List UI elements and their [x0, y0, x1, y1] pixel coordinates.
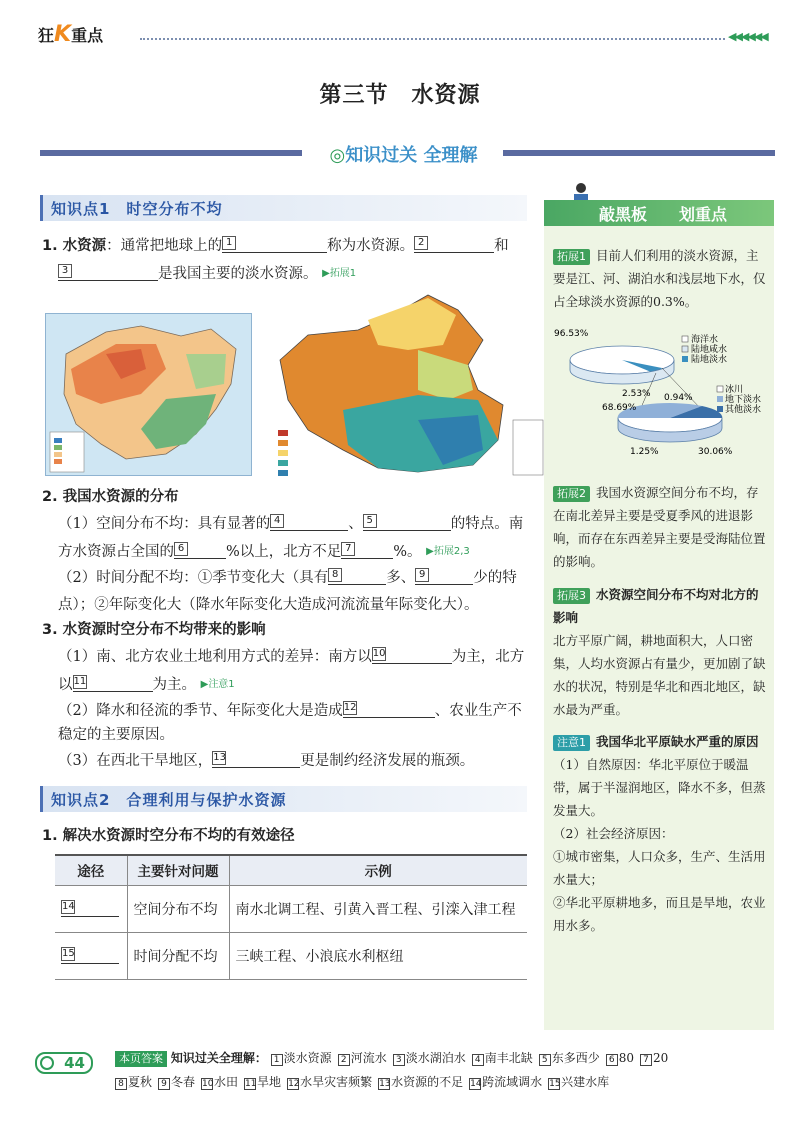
answer-tag: 本页答案 — [115, 1051, 167, 1067]
blank-6[interactable]: 6 — [174, 541, 226, 559]
ext1-link[interactable]: ▶拓展1 — [322, 268, 357, 279]
legend-item: 其他淡水 — [725, 405, 762, 415]
kp1-q2-line4: 点）；②年际变化大（降水年际变化大造成河流流量年际变化大）。 — [58, 597, 479, 613]
brand-logo: 狂K重点 — [38, 22, 104, 47]
answer-item — [539, 1051, 600, 1065]
ring-icon: ◎ — [329, 145, 346, 166]
col-header-method: 途径 — [55, 855, 127, 885]
answer-item — [271, 1051, 332, 1065]
pie-label: 68.69% — [602, 403, 637, 413]
note1: 注意1 我国华北平原缺水严重的原因 （1）自然原因：华北平原位于暖温带，属于半湿润地区，降水不多，但蒸发量大。 （2）社会经济原因： ①城市密集，人口众多，生产、生活用水量大； ②华北平原耕地多，而且是旱地，农业用水多。 — [553, 734, 766, 933]
answer-value: 冬春 — [171, 1075, 196, 1089]
answer-item — [640, 1051, 668, 1065]
header-divider — [140, 38, 725, 40]
section-banner: ◎知识过关 全理解 — [40, 141, 775, 165]
col-header-problem: 主要针对问题 — [127, 855, 229, 885]
blank-3[interactable]: 3 — [58, 263, 158, 281]
answer-value: 兴建水库 — [561, 1075, 610, 1089]
kp2-header: 知识点2 合理利用与保护水资源 — [40, 786, 527, 812]
answer-value: 旱地 — [257, 1075, 282, 1089]
blank-7[interactable]: 7 — [341, 541, 393, 559]
answer-item — [469, 1075, 542, 1089]
answer-value: 河流水 — [350, 1051, 387, 1065]
answer-number: 9 — [158, 1078, 170, 1090]
legend-item: 陆地咸水 — [691, 345, 728, 355]
ext3-note: 拓展3 水资源空间分布不均对北方的影响 北方平原广阔，耕地面积大，人口密集，人均水资源占有量少，更加剧了缺水的状况，特别是华北和西北地区，缺水最为严重。 — [553, 587, 766, 717]
ext1-note: 拓展1 目前人们利用的淡水资源，主要是江、河、湖泊水和浅层地下水，仅占全球淡水资源的0.3%。 — [553, 248, 766, 309]
ext2-note: 拓展2 我国水资源空间分布不均，存在南北差异主要是受夏季风的进退影响，而存在东西差异主要是受海陆位置的影响。 — [553, 485, 766, 569]
kp1-q2-line1: （1）空间分布不均：具有显著的 4 、 5 的特点。南 — [58, 515, 524, 532]
answer-item — [244, 1075, 281, 1089]
answer-value: 跨流域调水 — [482, 1075, 543, 1089]
answer-number: 14 — [470, 1079, 482, 1089]
kp1-q3-line3: （2）降水和径流的季节、年际变化大是造成 12 、农业生产不 — [58, 702, 522, 719]
answer-item — [393, 1051, 466, 1065]
page-title: 第三节 水资源 — [319, 82, 481, 108]
legend-item: 地下淡水 — [725, 395, 762, 405]
blank-5[interactable]: 5 — [363, 513, 451, 531]
blank-15[interactable]: 15 — [61, 946, 119, 964]
blank-13[interactable]: 13 — [212, 750, 300, 768]
blank-14[interactable]: 14 — [61, 899, 119, 917]
page-number: 44 — [35, 1052, 93, 1074]
answer-number: 7 — [640, 1054, 652, 1066]
answer-item — [287, 1075, 372, 1089]
legend-item: 陆地淡水 — [691, 355, 728, 365]
answer-value: 80 — [618, 1051, 635, 1065]
blank-11[interactable]: 11 — [73, 674, 153, 692]
kp1-q3-line1: （1）南、北方农业土地利用方式的差异：南方以 10 为主，北方 — [58, 648, 525, 665]
blank-9[interactable]: 9 — [415, 567, 473, 585]
pie-label: 1.25% — [630, 447, 659, 457]
blank-8[interactable]: 8 — [328, 567, 386, 585]
blank-2[interactable]: 2 — [414, 235, 494, 253]
key-points-sidebar — [544, 200, 774, 1030]
answer-key: 本页答案 知识过关全理解： 1 淡水资源 2 河流水 3 淡水湖泊水 4 南丰北缺 5 东多西少 6 80 7 20 8 夏秋 9 冬春 10水田 11旱地 12水旱灾害频繁 13水资源的不足 14跨流域调水 15兴建水库 — [115, 1046, 775, 1094]
legend-item: 冰川 — [725, 385, 744, 395]
answer-value: 水资源的不足 — [391, 1075, 464, 1089]
answer-number: 11 — [245, 1079, 257, 1089]
runoff-map — [268, 290, 548, 478]
pie-label: 30.06% — [698, 447, 733, 457]
note1-link[interactable]: ▶注意1 — [200, 679, 235, 690]
answer-number: 10 — [202, 1079, 214, 1089]
blank-4[interactable]: 4 — [270, 513, 348, 531]
pie-label: 0.94% — [664, 393, 693, 403]
answer-number: 5 — [539, 1054, 551, 1066]
arrows-decoration: ◀◀◀◀◀◀ — [728, 30, 767, 43]
blank-12[interactable]: 12 — [343, 700, 435, 718]
answer-number: 15 — [549, 1079, 561, 1089]
clock-icon — [40, 1056, 54, 1070]
kp2-q1-label: 1. 解决水资源时空分布不均的有效途径 — [42, 828, 295, 844]
answer-value: 淡水资源 — [283, 1051, 332, 1065]
pie-label: 96.53% — [554, 329, 589, 339]
answer-value: 水旱灾害频繁 — [300, 1075, 373, 1089]
kp1-q3-line4: 稳定的主要原因。 — [58, 727, 174, 743]
answer-number: 13 — [379, 1079, 391, 1089]
answer-value: 东多西少 — [551, 1051, 600, 1065]
answer-item — [338, 1051, 387, 1065]
answer-number: 8 — [115, 1078, 127, 1090]
answer-item — [548, 1075, 609, 1089]
answer-value: 20 — [653, 1051, 669, 1065]
answer-item — [158, 1075, 195, 1089]
answer-item — [115, 1075, 152, 1089]
kp1-q2-label: 2. 我国水资源的分布 — [42, 489, 179, 505]
answer-number: 3 — [393, 1054, 405, 1066]
answer-number: 4 — [472, 1054, 484, 1066]
legend-item: 海洋水 — [691, 335, 719, 345]
ext23-link[interactable]: ▶拓展2,3 — [426, 546, 470, 557]
answer-value: 淡水湖泊水 — [405, 1051, 466, 1065]
col-header-example: 示例 — [229, 855, 527, 885]
water-distribution-chart — [552, 318, 767, 458]
answer-item — [378, 1075, 463, 1089]
kp1-q3-label: 3. 水资源时空分布不均带来的影响 — [42, 622, 266, 638]
answer-value: 南丰北缺 — [484, 1051, 533, 1065]
blank-1[interactable]: 1 — [222, 235, 327, 253]
answer-value: 水田 — [214, 1075, 239, 1089]
kp1-q1-line2: 3 是我国主要的淡水资源。 ▶拓展1 — [58, 260, 356, 288]
answer-number: 2 — [338, 1054, 350, 1066]
answer-number: 1 — [271, 1054, 283, 1066]
table-row: 14 空间分布不均 南水北调工程、引黄入晋工程、引滦入津工程 — [55, 885, 527, 932]
answer-item — [201, 1075, 238, 1089]
precipitation-map — [45, 313, 252, 476]
kp1-q2-line2: 方水资源占全国的 6 %以上，北方不足 7 %。 ▶拓展2,3 — [58, 543, 470, 560]
answer-value: 夏秋 — [128, 1075, 153, 1089]
table-row: 15 时间分配不均 三峡工程、小浪底水利枢纽 — [55, 932, 527, 979]
answer-number: 6 — [606, 1054, 618, 1066]
kp1-q3-line2: 以 11 为主。 ▶注意1 — [58, 676, 235, 693]
sidebar-header: 敲黑板 划重点 — [544, 200, 774, 226]
kp1-q1-line1: 1. 水资源：通常把地球上的 1 称为水资源。 2 和 — [42, 237, 509, 254]
kp1-header: 知识点1 时空分布不均 — [40, 195, 527, 221]
kp1-q2-line3: （2）时间分配不均：①季节变化大（具有 8 多、 9 少的特 — [58, 569, 517, 586]
pie-label: 2.53% — [622, 389, 651, 399]
answer-item — [472, 1051, 533, 1065]
blank-10[interactable]: 10 — [372, 646, 452, 664]
answer-number: 12 — [288, 1079, 300, 1089]
solutions-table — [55, 854, 527, 980]
answer-item — [606, 1051, 634, 1065]
kp1-q3-line5: （3）在西北干旱地区， 13 更是制约经济发展的瓶颈。 — [58, 752, 475, 769]
